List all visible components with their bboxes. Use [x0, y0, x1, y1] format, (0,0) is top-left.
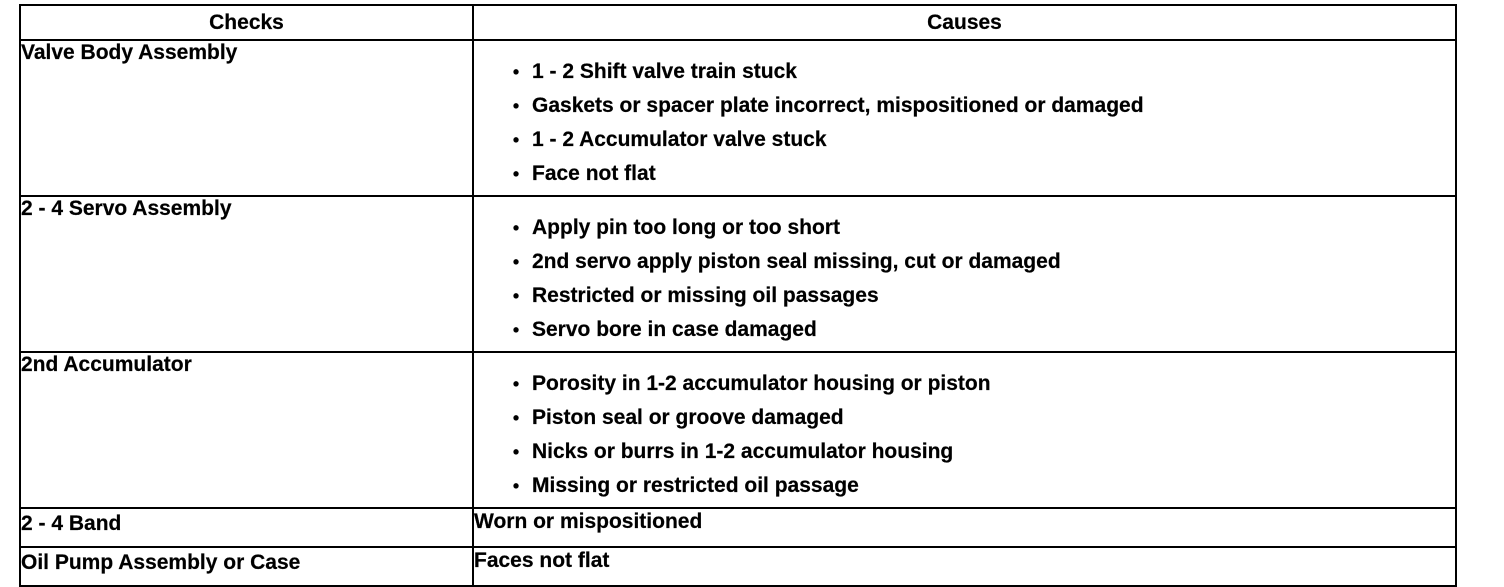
cause-text: Apply pin too long or too short — [532, 216, 840, 239]
list-item — [508, 211, 1455, 245]
cause-text: Piston seal or groove damaged — [532, 406, 844, 429]
check-cell: Oil Pump Assembly or Case — [20, 547, 473, 586]
bullet-icon: • — [512, 130, 520, 150]
cause-text: Face not flat — [532, 162, 656, 185]
cause-list — [474, 41, 1455, 195]
bullet-icon: • — [512, 252, 520, 272]
cause-text: 1 - 2 Shift valve train stuck — [532, 60, 797, 83]
bullet-icon: • — [512, 164, 520, 184]
list-item — [508, 435, 1455, 469]
list-item — [508, 89, 1455, 123]
cause-text: Missing or restricted oil passage — [532, 474, 859, 497]
check-cell: 2 - 4 Servo Assembly — [20, 196, 473, 352]
table-header-row — [20, 5, 1456, 40]
cause-list — [474, 353, 1455, 507]
bullet-icon: • — [512, 476, 520, 496]
bullet-icon: • — [512, 408, 520, 428]
causes-cell — [473, 196, 1456, 352]
cause-text: Porosity in 1-2 accumulator housing or piston — [532, 372, 991, 395]
check-cell: 2nd Accumulator — [20, 352, 473, 508]
causes-cell — [473, 352, 1456, 508]
check-cell: 2 - 4 Band — [20, 508, 473, 547]
header-causes: Causes — [473, 5, 1456, 40]
cause-text: Servo bore in case damaged — [532, 318, 817, 341]
table-row — [20, 196, 1456, 352]
list-item — [508, 55, 1455, 89]
list-item — [508, 367, 1455, 401]
bullet-icon: • — [512, 286, 520, 306]
causes-cell: Worn or mispositioned — [473, 508, 1456, 547]
list-item — [508, 469, 1455, 503]
cause-text: Restricted or missing oil passages — [532, 284, 879, 307]
header-checks: Checks — [20, 5, 473, 40]
causes-cell — [473, 40, 1456, 196]
cause-text: Nicks or burrs in 1-2 accumulator housing — [532, 440, 954, 463]
bullet-icon: • — [512, 320, 520, 340]
bullet-icon: • — [512, 442, 520, 462]
list-item — [508, 157, 1455, 191]
list-item — [508, 279, 1455, 313]
causes-cell: Faces not flat — [473, 547, 1456, 586]
check-cell: Valve Body Assembly — [20, 40, 473, 196]
bullet-icon: • — [512, 374, 520, 394]
table-row — [20, 547, 1456, 586]
diagnosis-table — [19, 4, 1457, 587]
table-row — [20, 352, 1456, 508]
cause-text: 2nd servo apply piston seal missing, cut or damaged — [532, 250, 1061, 273]
cause-list — [474, 197, 1455, 351]
list-item — [508, 313, 1455, 347]
list-item — [508, 245, 1455, 279]
list-item — [508, 123, 1455, 157]
cause-text: 1 - 2 Accumulator valve stuck — [532, 128, 827, 151]
list-item — [508, 401, 1455, 435]
bullet-icon: • — [512, 218, 520, 238]
bullet-icon: • — [512, 96, 520, 116]
cause-text: Gaskets or spacer plate incorrect, mispositioned or damaged — [532, 94, 1144, 117]
table-row — [20, 40, 1456, 196]
bullet-icon: • — [512, 62, 520, 82]
table-row — [20, 508, 1456, 547]
